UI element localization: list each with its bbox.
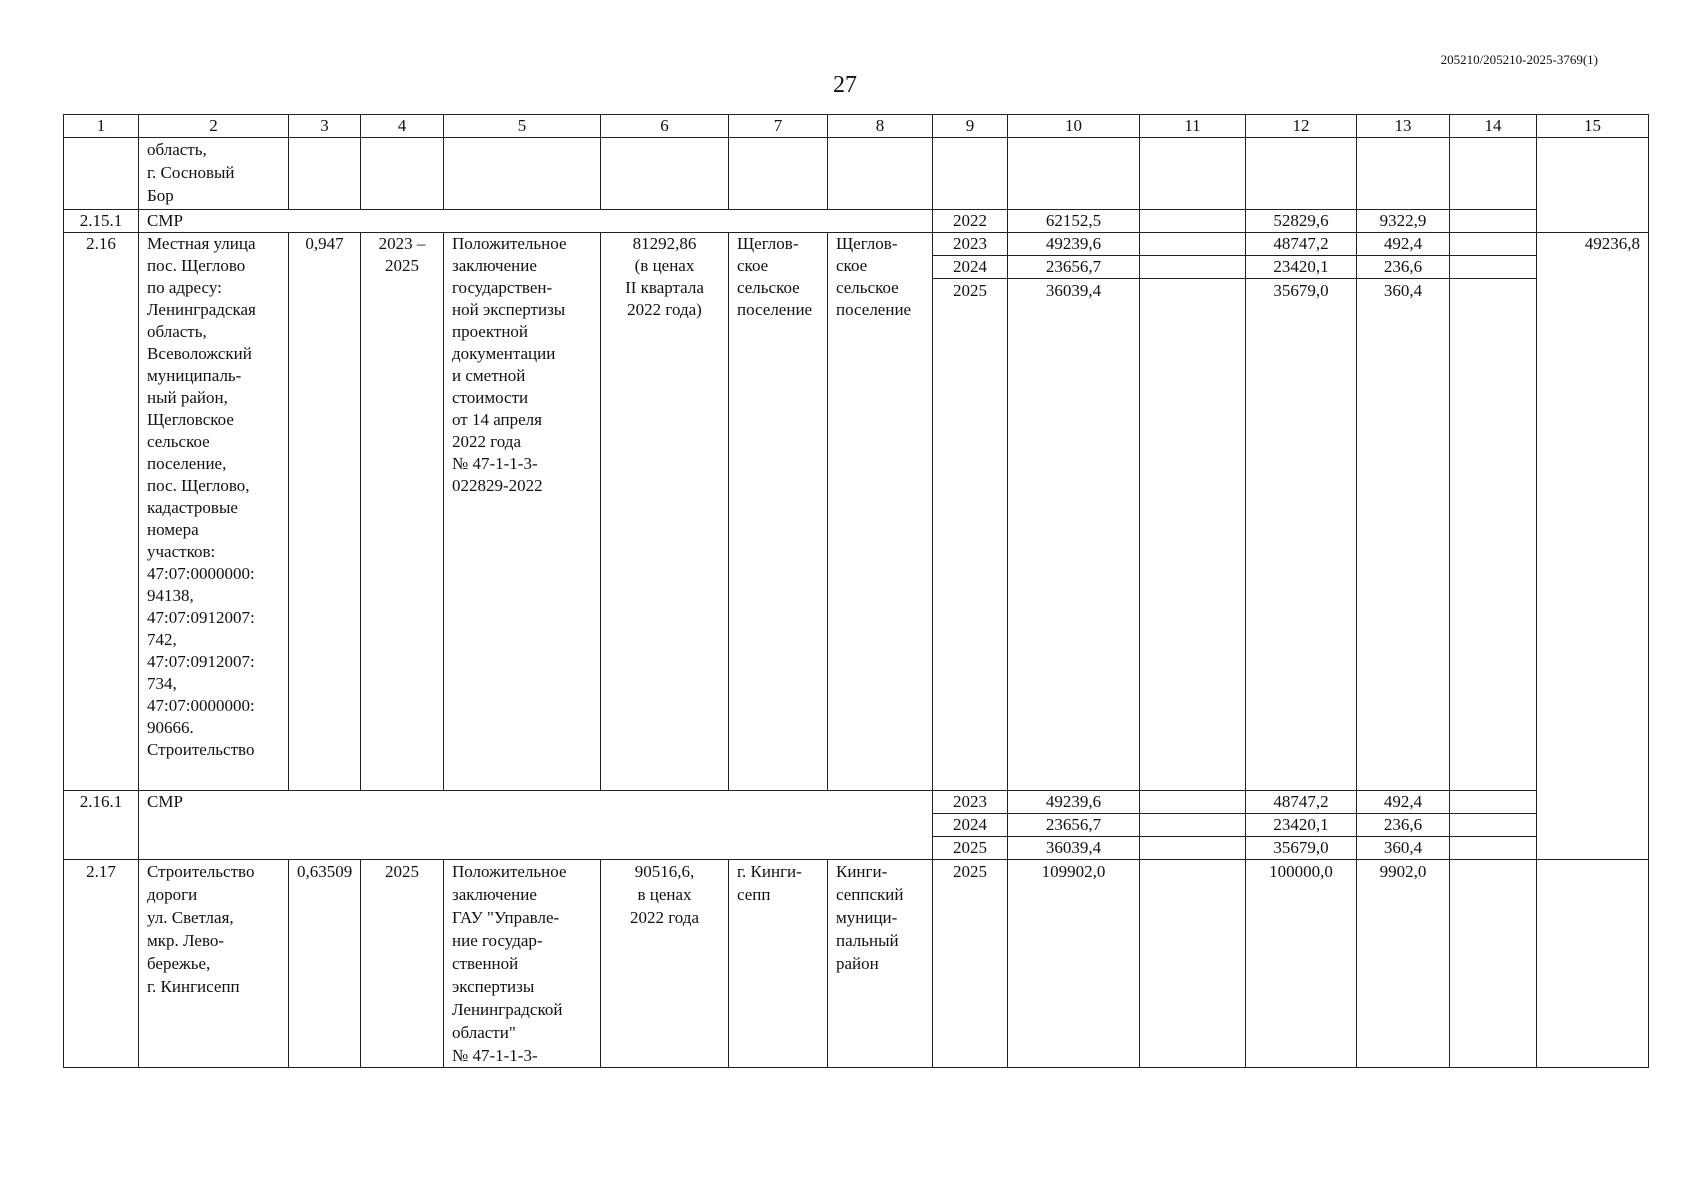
value-cell: 492,4 [1357,791,1450,814]
cost-cell: 81292,86 (в ценах II квартала 2022 года) [601,233,729,791]
value-cell: 360,4 [1357,837,1450,860]
value-cell: 48747,2 [1246,233,1357,256]
table-row [64,791,1649,814]
cost-cell: 90516,6, в ценах 2022 года [601,860,729,1068]
column-header: 12 [1246,115,1357,138]
row-number: 2.17 [64,860,139,1068]
object-name-cell: Местная улица пос. Щеглово по адресу: Ленинградская область, Всеволожский муниципаль- ный район, Щегловское сельское поселение, пос. Щеглово, кадастровые номера участков: 47:07:0000000: 94138, 47:07:0912007: 742, 47:07:0912007: 734, 47:07:0000000: 90666. Строительство [139,233,289,791]
value-cell: 36039,4 [1008,837,1140,860]
length-cell: 0,63509 [289,860,361,1068]
value-cell: 35679,0 [1246,279,1357,791]
column-header: 5 [444,115,601,138]
table-row [64,860,1649,1068]
column-header: 1 [64,115,139,138]
year-cell: 2025 [933,860,1008,1068]
table-row [64,138,1649,210]
value-cell: 23420,1 [1246,256,1357,279]
column-header: 11 [1140,115,1246,138]
year-cell: 2023 [933,791,1008,814]
year-cell: 2024 [933,814,1008,837]
value-cell: 36039,4 [1008,279,1140,791]
customer-cell: Щеглов- ское сельское поселение [729,233,828,791]
period-cell: 2023 – 2025 [361,233,444,791]
document-id: 205210/205210-2025-3769(1) [1440,52,1598,67]
value-cell: 35679,0 [1246,837,1357,860]
value-cell: 62152,5 [1008,210,1140,233]
expertise-cell: Положительное заключение государствен- ной экспертизы проектной документации и сметной стоимости от 14 апреля 2022 года № 47-1-1-3- 022829-2022 [444,233,601,791]
page-number: 27 [833,72,857,98]
table-row [64,210,1649,233]
value-cell: 360,4 [1357,279,1450,791]
year-cell: 2023 [933,233,1008,256]
column-number-row [64,115,1649,138]
value-cell: 49239,6 [1008,233,1140,256]
owner-cell: Кинги- сеппский муници- пальный район [828,860,933,1068]
column-header: 10 [1008,115,1140,138]
column-header: 7 [729,115,828,138]
row-number: 2.16 [64,233,139,791]
column-header: 13 [1357,115,1450,138]
expertise-cell: Положительное заключение ГАУ "Управле- ние государ- ственной экспертизы Ленинградской области" № 47-1-1-3- [444,860,601,1068]
length-cell: 0,947 [289,233,361,791]
value-cell: 49239,6 [1008,791,1140,814]
year-cell: 2022 [933,210,1008,233]
row-number: 2.16.1 [64,791,139,860]
row-number: 2.15.1 [64,210,139,233]
value-cell: 492,4 [1357,233,1450,256]
column-header: 4 [361,115,444,138]
column-header: 6 [601,115,729,138]
table-row [64,233,1649,256]
column-header: 3 [289,115,361,138]
column-header: 14 [1450,115,1537,138]
year-cell: 2025 [933,837,1008,860]
column-header: 8 [828,115,933,138]
value-cell: 9322,9 [1357,210,1450,233]
value-cell: 23656,7 [1008,814,1140,837]
value-cell: 109902,0 [1008,860,1140,1068]
owner-cell: Щеглов- ское сельское поселение [828,233,933,791]
object-name-cell: область, г. Сосновый Бор [139,138,289,210]
row-label: СМР [139,791,933,860]
value-cell: 52829,6 [1246,210,1357,233]
row-label: СМР [139,210,933,233]
period-cell: 2025 [361,860,444,1068]
value-cell: 48747,2 [1246,791,1357,814]
column-header: 9 [933,115,1008,138]
column-header: 2 [139,115,289,138]
value-cell: 49236,8 [1537,233,1649,860]
value-cell: 236,6 [1357,814,1450,837]
year-cell: 2025 [933,279,1008,791]
value-cell: 23656,7 [1008,256,1140,279]
value-cell: 23420,1 [1246,814,1357,837]
investment-table [63,114,1649,1068]
year-cell: 2024 [933,256,1008,279]
value-cell: 9902,0 [1357,860,1450,1068]
value-cell: 236,6 [1357,256,1450,279]
customer-cell: г. Кинги- сепп [729,860,828,1068]
column-header: 15 [1537,115,1649,138]
object-name-cell: Строительство дороги ул. Светлая, мкр. Лево- бережье, г. Кингисепп [139,860,289,1068]
value-cell: 100000,0 [1246,860,1357,1068]
